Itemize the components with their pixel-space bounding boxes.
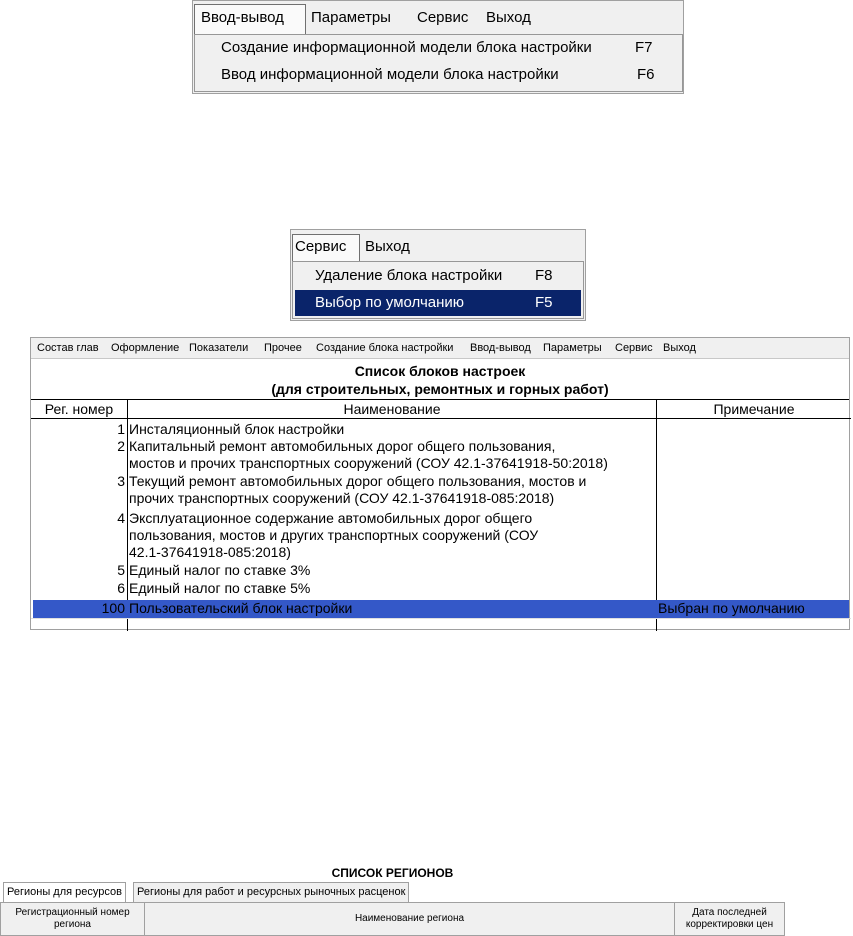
tab-regions-works[interactable]: Регионы для работ и ресурсных рыночных расценок [133, 882, 409, 902]
shortcut-f7: F7 [635, 39, 653, 56]
col-header-reg-number: Рег. номер [44, 401, 114, 417]
shortcut-f6: F6 [637, 66, 655, 83]
menu-service[interactable]: Сервис [295, 238, 347, 255]
shortcut-f8: F8 [535, 267, 553, 284]
row-separator [31, 618, 851, 619]
regions-title: СПИСОК РЕГИОНОВ [331, 866, 454, 880]
row-5-number[interactable]: 5 [117, 562, 125, 578]
menu-exit[interactable]: Выход [365, 238, 410, 255]
row-7-number[interactable]: 100 [101, 600, 125, 616]
row-6-number[interactable]: 6 [117, 580, 125, 596]
col-header-region-number[interactable]: Регистрационный номер региона [1, 903, 145, 935]
row-3-name-line1[interactable]: Текущий ремонт автомобильных дорог общего пользования, мостов и [129, 473, 587, 489]
menu-io[interactable]: Ввод-вывод [470, 342, 531, 354]
col-header-last-update[interactable]: Дата последней корректировки цен [685, 907, 774, 930]
menu-indicators[interactable]: Показатели [189, 342, 249, 354]
menu-io[interactable]: Ввод-вывод [201, 9, 284, 26]
regions-tabs [0, 882, 785, 903]
tab-regions-resources[interactable]: Регионы для ресурсов [3, 882, 126, 903]
row-4-name-line1[interactable]: Эксплуатационное содержание автомобильных дорог общего [129, 510, 533, 526]
col-header-note: Примечание [713, 401, 795, 417]
menu-screenshot-io [192, 0, 684, 94]
row-6-name[interactable]: Единый налог по ставке 5% [129, 580, 311, 596]
menu-parameters[interactable]: Параметры [311, 9, 391, 26]
menu-exit[interactable]: Выход [663, 342, 696, 354]
table-title: Список блоков настроек [354, 363, 526, 379]
header-bottom-line [31, 418, 851, 419]
row-1-name[interactable]: Инсталяционный блок настройки [129, 421, 345, 437]
row-2-name-line1[interactable]: Капитальный ремонт автомобильных дорог общего пользования, [129, 438, 556, 454]
io-dropdown [194, 34, 683, 92]
col-header-name: Наименование [343, 401, 441, 417]
col-divider-1 [127, 399, 128, 631]
menu-create-block[interactable]: Создание блока настройки [316, 342, 454, 354]
row-4-name-line2[interactable]: пользования, мостов и других транспортных сооружений (СОУ [129, 527, 539, 543]
row-7-name[interactable]: Пользовательский блок настройки [129, 600, 353, 616]
menu-service[interactable]: Сервис [615, 342, 653, 354]
col-divider-2 [656, 399, 657, 631]
menu-exit[interactable]: Выход [486, 9, 531, 26]
row-4-number[interactable]: 4 [117, 510, 125, 526]
menubar [193, 1, 683, 35]
regions-panel [0, 866, 785, 936]
row-1-number[interactable]: 1 [117, 421, 125, 437]
regions-table-header [0, 902, 785, 936]
menu-item-delete-block[interactable]: Удаление блока настройки [315, 267, 503, 284]
table-title-block [31, 359, 849, 400]
row-4-name-line3[interactable]: 42.1-37641918-085:2018) [129, 544, 291, 560]
settings-blocks-window [30, 337, 850, 630]
row-2-name-line2[interactable]: мостов и прочих транспортных сооружений (СОУ 42.1-37641918-50:2018) [129, 455, 608, 471]
menu-other[interactable]: Прочее [264, 342, 302, 354]
row-5-name[interactable]: Единый налог по ставке 3% [129, 562, 311, 578]
menu-screenshot-service [290, 229, 586, 321]
row-7-note[interactable]: Выбран по умолчанию [658, 600, 805, 616]
row-3-name-line2[interactable]: прочих транспортных сооружений (СОУ 42.1-37641918-085:2018) [129, 490, 555, 506]
table-subtitle: (для строительных, ремонтных и горных работ) [271, 381, 609, 397]
menu-chapters[interactable]: Состав глав [37, 342, 99, 354]
menu-item-input-model[interactable]: Ввод информационной модели блока настройки [221, 66, 559, 83]
menubar [31, 338, 849, 359]
menu-service[interactable]: Сервис [417, 9, 469, 26]
menu-parameters[interactable]: Параметры [543, 342, 602, 354]
menu-item-default-choice[interactable]: Выбор по умолчанию [315, 294, 465, 311]
row-3-number[interactable]: 3 [117, 473, 125, 489]
row-2-number[interactable]: 2 [117, 438, 125, 454]
service-dropdown [292, 261, 584, 319]
menu-formatting[interactable]: Оформление [111, 342, 180, 354]
col-header-region-name[interactable]: Наименование региона [145, 903, 675, 935]
menu-item-create-model[interactable]: Создание информационной модели блока настройки [221, 39, 592, 56]
shortcut-f5: F5 [535, 294, 553, 311]
